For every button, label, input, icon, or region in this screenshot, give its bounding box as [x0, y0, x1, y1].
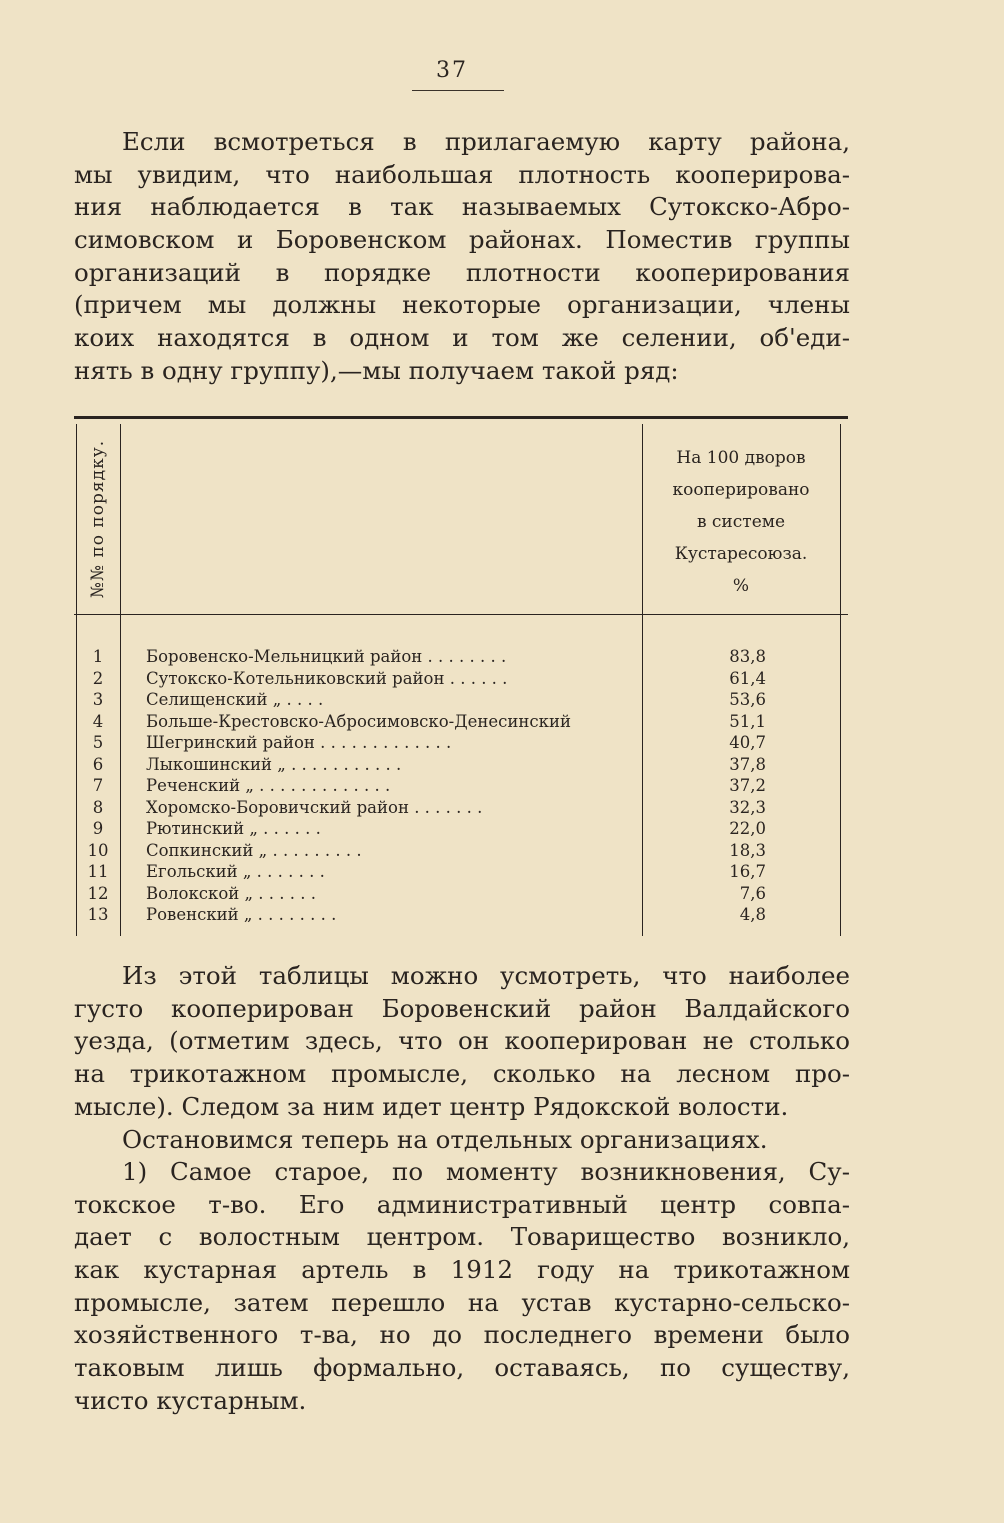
text-line: на трикотажном промысле, сколько на лесном про- [74, 1059, 850, 1089]
text-line: Остановимся теперь на отдельных организациях. [122, 1125, 768, 1154]
table-header-rule [74, 614, 848, 615]
row-number: 8 [92, 797, 104, 817]
table-row [74, 775, 848, 797]
table-row [74, 754, 848, 776]
text-line: Из этой таблицы можно усмотреть, что наиболее [122, 961, 850, 990]
row-percent: 4,8 [739, 905, 766, 924]
row-number: 12 [87, 883, 109, 903]
header-line: кооперировано [672, 480, 810, 500]
text-line: токское т-во. Его административный центр совпа- [74, 1189, 850, 1219]
text-line: Если всмотреться в прилагаемую карту района, [122, 127, 850, 156]
text-line: (причем мы должны некоторые организации, члены [74, 290, 850, 320]
table-row [74, 840, 848, 862]
row-percent: 7,6 [739, 883, 766, 903]
conclusion-paragraph [74, 960, 850, 1123]
text-line: мысле). Следом за ним идет центр Рядокской волости. [74, 1091, 789, 1121]
table-row [74, 818, 848, 840]
row-district: Сутокско-Котельниковский район . . . . . . [146, 668, 508, 688]
text-line: организаций в порядке плотности кооперирования [74, 257, 850, 287]
table-row [74, 689, 848, 711]
row-district: Волокской „ . . . . . . [146, 883, 317, 903]
row-percent: 18,3 [729, 840, 766, 860]
table-top-rule [74, 416, 848, 419]
header-line: Кустаресоюза. [674, 544, 808, 564]
table-header-percent [646, 442, 836, 602]
row-district: Хоромско-Боровичский район . . . . . . . [146, 797, 483, 817]
text-line: ния наблюдается в так называемых Сутокско-Абро- [74, 192, 850, 222]
row-percent: 32,3 [729, 797, 766, 817]
text-line: нять в одну группу),—мы получаем такой ряд: [74, 355, 679, 385]
header-line: На 100 дворов [676, 448, 806, 468]
row-number: 11 [87, 862, 109, 881]
table-body [74, 646, 848, 926]
text-line: густо кооперирован Боровенский район Валдайского [74, 993, 850, 1023]
row-percent: 22,0 [729, 819, 766, 838]
table-row [74, 883, 848, 905]
row-percent: 40,7 [729, 733, 766, 752]
text-line: таковым лишь формально, оставаясь, по существу, [74, 1353, 850, 1383]
text-line: дает с волостным центром. Товарищество возникло, [74, 1222, 850, 1252]
page-number-rule [412, 90, 504, 91]
transition-paragraph [74, 1124, 850, 1157]
row-percent: 51,1 [729, 711, 766, 731]
text-line: симовском и Боровенском районах. Поместив группы [74, 225, 850, 255]
header-line: в системе [696, 512, 786, 532]
row-number: 7 [92, 776, 104, 795]
text-line: промысле, затем перешло на устав кустарно-сельско- [74, 1287, 850, 1317]
header-line: % [732, 576, 750, 596]
row-number: 1 [92, 647, 104, 666]
row-district: Шегринский район . . . . . . . . . . . . . [146, 733, 452, 752]
table-row [74, 711, 848, 733]
row-district: Лыкошинский „ . . . . . . . . . . . [146, 754, 402, 774]
row-percent: 53,6 [729, 690, 766, 709]
row-district: Егольский „ . . . . . . . [146, 862, 325, 881]
row-percent: 37,2 [729, 776, 766, 795]
row-percent: 16,7 [729, 862, 766, 881]
text-line: уезда, (отметим здесь, что он кооперирован не столько [74, 1026, 850, 1056]
table-row [74, 797, 848, 819]
row-number: 9 [92, 819, 104, 838]
sutoki-paragraph [74, 1156, 850, 1418]
text-line: как кустарная артель в 1912 году на трикотажном [74, 1255, 850, 1285]
row-number: 3 [92, 690, 104, 709]
table-row [74, 668, 848, 690]
table-row [74, 732, 848, 754]
row-district: Ровенский „ . . . . . . . . [146, 905, 337, 924]
row-number: 2 [92, 668, 104, 688]
row-district: Реченский „ . . . . . . . . . . . . . [146, 776, 391, 795]
row-district: Больше-Крестовско-Абросимовско-Денесинский [146, 711, 571, 731]
text-line: чисто кустарным. [74, 1385, 307, 1415]
row-number: 13 [87, 905, 109, 924]
row-percent: 83,8 [729, 647, 766, 666]
table-header-number [78, 424, 118, 614]
row-number: 5 [92, 733, 104, 752]
page-number: 37 [436, 58, 468, 83]
text-line: мы увидим, что наибольшая плотность кооперирова- [74, 159, 850, 189]
table-row [74, 904, 848, 926]
cooperation-table [74, 416, 848, 936]
row-percent: 37,8 [729, 754, 766, 774]
row-district: Сопкинский „ . . . . . . . . . [146, 840, 362, 860]
table-row [74, 646, 848, 668]
row-district: Боровенско-Мельницкий район . . . . . . . . [146, 647, 507, 666]
table-header-number-text: №№ по порядку. [88, 439, 108, 599]
row-number: 10 [87, 840, 109, 860]
row-number: 4 [92, 711, 104, 731]
text-line: 1) Самое старое, по моменту возникновения, Су- [122, 1157, 850, 1186]
row-district: Селищенский „ . . . . [146, 690, 324, 709]
row-number: 6 [92, 754, 104, 774]
row-percent: 61,4 [729, 668, 766, 688]
text-line: коих находятся в одном и том же селении, об'еди- [74, 323, 850, 353]
text-line: хозяйственного т-ва, но до последнего времени было [74, 1320, 850, 1350]
table-row [74, 861, 848, 883]
intro-paragraph [74, 126, 850, 388]
row-district: Рютинский „ . . . . . . [146, 819, 321, 838]
